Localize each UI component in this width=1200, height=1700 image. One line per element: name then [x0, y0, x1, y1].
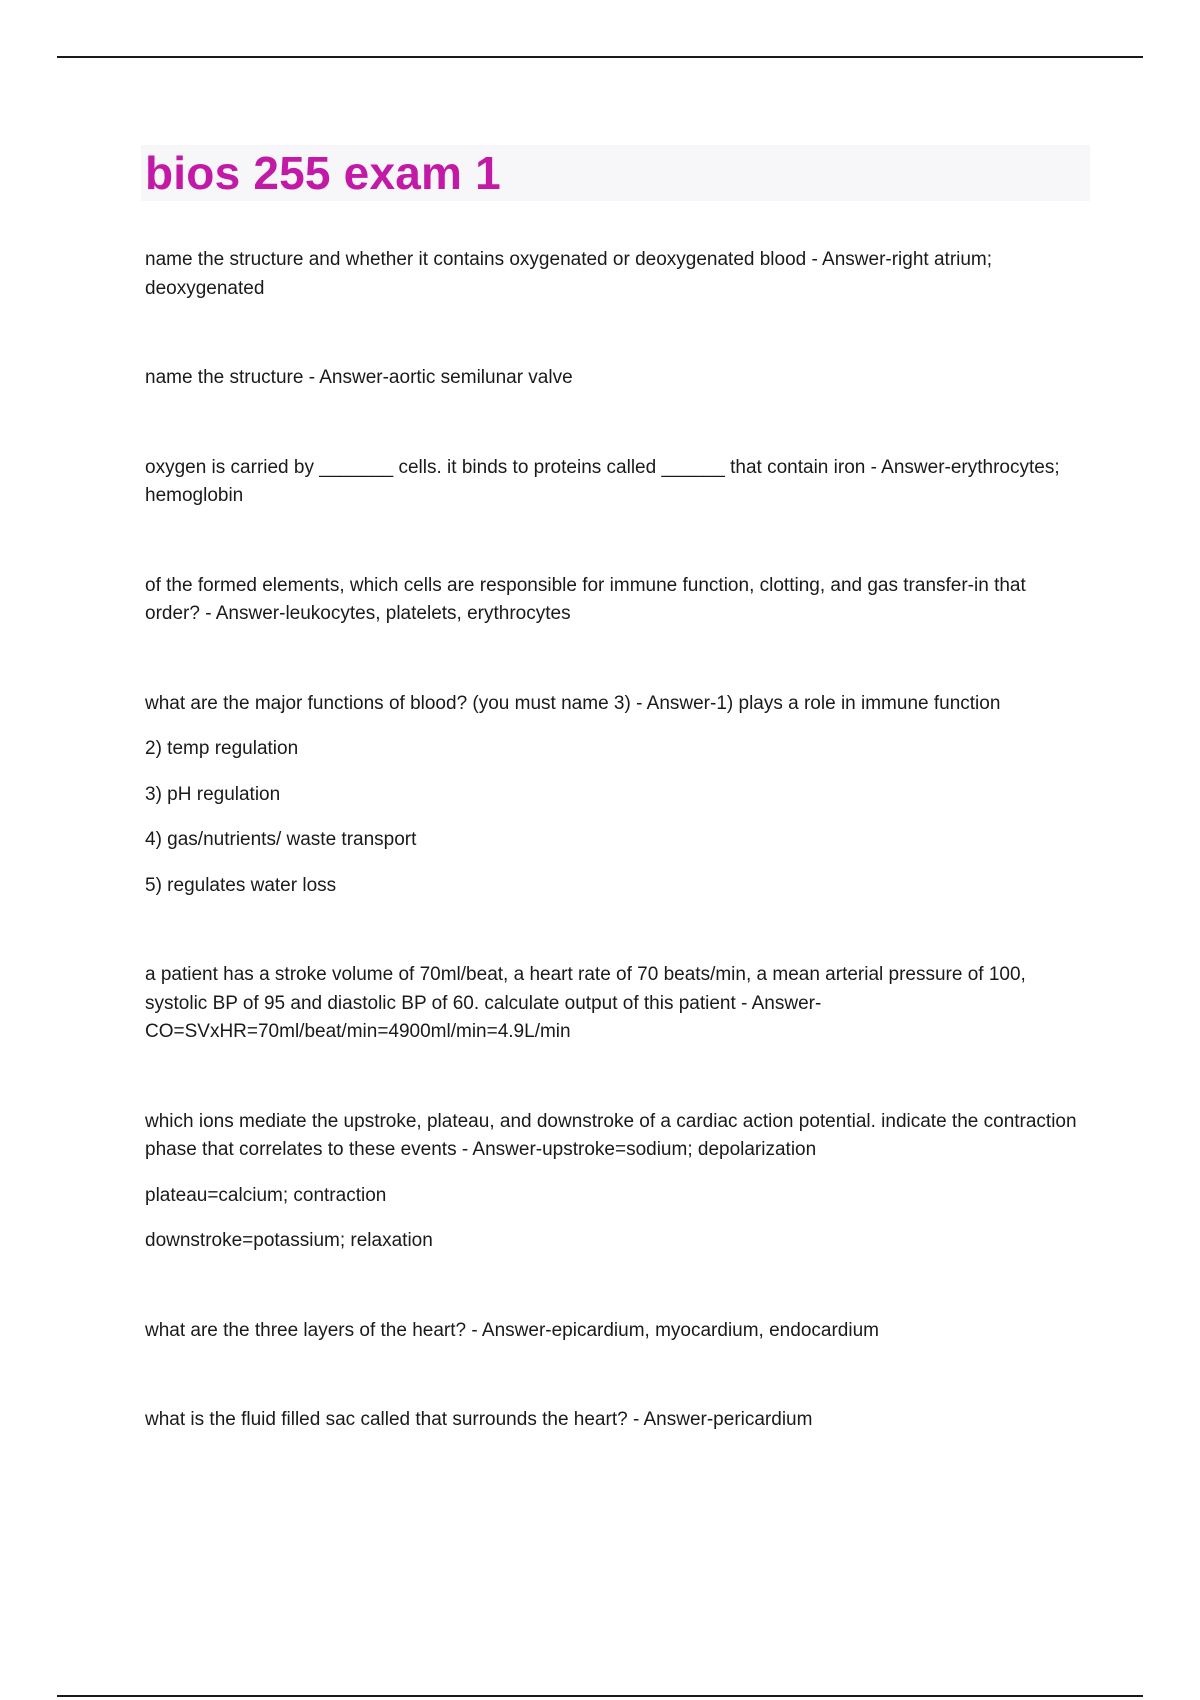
qa-text: name the structure - Answer-aortic semilunar valve: [145, 367, 573, 388]
qa-item: [145, 454, 1085, 511]
qa-item: [145, 364, 1085, 393]
qa-answer-line: 5) regulates water loss: [145, 874, 337, 896]
qa-answer-line: 3) pH regulation: [145, 783, 281, 805]
qa-item: [145, 961, 1085, 1047]
qa-answer-line: downstroke=potassium; relaxation: [145, 1230, 433, 1251]
qa-item: [145, 246, 1085, 303]
qa-item: [145, 1406, 1085, 1435]
qa-text: what are the three layers of the heart? - Answer-epicardium, myocardium, endocardium: [145, 1319, 879, 1341]
qa-list: [145, 246, 1085, 1496]
qa-answer-line: 4) gas/nutrients/ waste transport: [145, 829, 417, 850]
qa-answer-line: 2) temp regulation: [145, 738, 299, 759]
qa-item: [145, 1108, 1085, 1256]
qa-text: which ions mediate the upstroke, plateau, and downstroke of a cardiac action potential. indicate the contraction phase that correlates to these events - Answer-upstroke=sodium; depolarization: [145, 1110, 1077, 1160]
qa-text: what are the major functions of blood? (you must name 3) - Answer-1) plays a role in immune function: [145, 692, 1001, 714]
qa-text: oxygen is carried by _______ cells. it binds to proteins called ______ that contain iron - Answer-erythrocytes; hemoglobin: [145, 456, 1060, 506]
qa-text: what is the fluid filled sac called that surrounds the heart? - Answer-pericardium: [145, 1409, 813, 1430]
qa-text: name the structure and whether it contains oxygenated or deoxygenated blood - Answer-right atrium; deoxygenated: [145, 249, 993, 299]
qa-text: of the formed elements, which cells are responsible for immune function, clotting, and gas transfer-in that order? - Answer-leukocytes, platelets, erythrocytes: [145, 574, 1026, 624]
qa-text: a patient has a stroke volume of 70ml/beat, a heart rate of 70 beats/min, a mean arterial pressure of 100, systolic BP of 95 and diastolic BP of 60. calculate output of this patient - Answer-CO=SVxHR=70ml/beat/min=4900ml/min=4.9L/min: [145, 964, 1026, 1042]
qa-item: [145, 690, 1085, 901]
qa-item: [145, 1317, 1085, 1346]
bottom-rule: [57, 1695, 1143, 1697]
top-rule: [57, 56, 1143, 58]
document-title: bios 255 exam 1: [145, 147, 501, 199]
qa-answer-line: plateau=calcium; contraction: [145, 1184, 387, 1206]
qa-item: [145, 572, 1085, 629]
